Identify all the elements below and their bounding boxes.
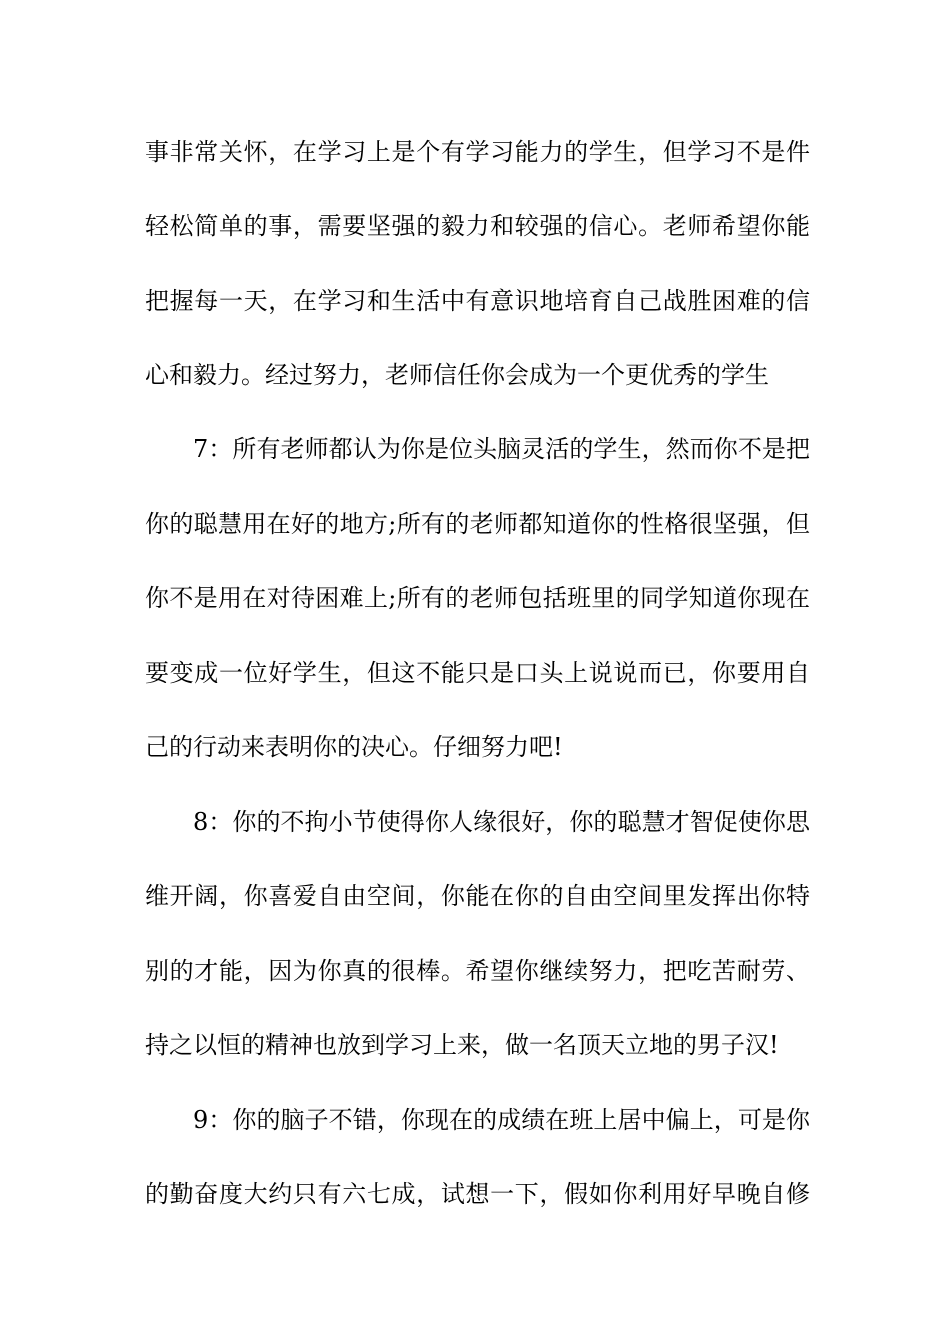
paragraph-7-first-line: 7：所有老师都认为你是位头脑灵活的学生，然而你不是把: [193, 435, 810, 463]
text-line: 要变成一位好学生，但这不能只是口头上说说而已，你要用自: [145, 659, 810, 687]
text-line: 持之以恒的精神也放到学习上来，做一名顶天立地的男子汉!: [145, 1031, 779, 1059]
text-line: 你不是用在对待困难上;所有的老师包括班里的同学知道你现在: [145, 584, 810, 612]
text-line: 轻松简单的事，需要坚强的毅力和较强的信心。老师希望你能: [145, 212, 810, 240]
text-line: 心和毅力。经过努力，老师信任你会成为一个更优秀的学生: [145, 361, 769, 389]
paragraph-9-first-line: 9：你的脑子不错，你现在的成绩在班上居中偏上，可是你: [193, 1106, 810, 1134]
paragraph-8-first-line: 8：你的不拘小节使得你人缘很好，你的聪慧才智促使你思: [193, 808, 810, 836]
text-line: 维开阔，你喜爱自由空间，你能在你的自由空间里发挥出你特: [145, 882, 810, 910]
text-line: 事非常关怀，在学习上是个有学习能力的学生，但学习不是件: [145, 138, 810, 166]
text-line: 你的聪慧用在好的地方;所有的老师都知道你的性格很坚强，但: [145, 510, 810, 538]
text-line: 别的才能，因为你真的很棒。希望你继续努力，把吃苦耐劳、: [145, 957, 810, 985]
text-line: 的勤奋度大约只有六七成，试想一下，假如你利用好早晚自修: [145, 1180, 810, 1208]
text-line: 己的行动来表明你的决心。仔细努力吧!: [145, 733, 563, 761]
text-line: 把握每一天，在学习和生活中有意识地培育自己战胜困难的信: [145, 287, 810, 315]
